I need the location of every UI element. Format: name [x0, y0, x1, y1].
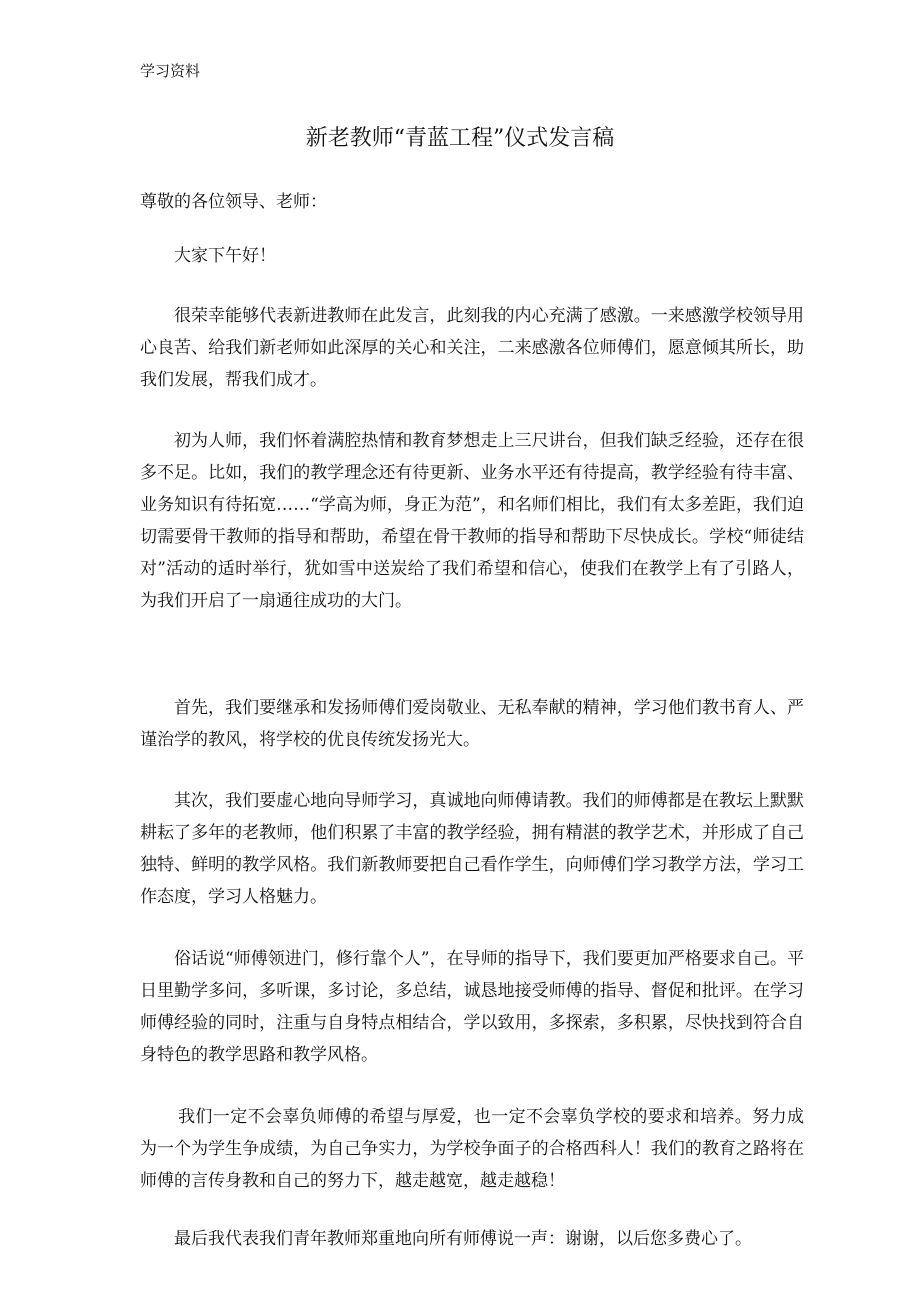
paragraph-first: 首先，我们要继承和发扬师傅们爱岗敬业、无私奉献的精神，学习他们教书育人、严谨治学的教风，将学校的优良传统发扬光大。 — [140, 698, 804, 750]
paragraph-new-teachers: 初为人师，我们怀着满腔热情和教育梦想走上三尺讲台，但我们缺乏经验，还存在很多不足。比如，我们的教学理念还有待更新、业务水平还有待提高，教学经验有待丰富、业务知识有待拓宽……“学高为师，身正为范”，和名师们相比，我们有太多差距，我们迫切需要骨干教师的指导和帮助，希望在骨干教师的指导和帮助下尽快成长。学校“师徒结对”活动的适时举行，犹如雪中送炭给了我们希望和信心，使我们在教学上有了引路人，为我们开启了一扇通往成功的大门。 — [140, 431, 804, 611]
salutation: 尊敬的各位领导、老师： — [140, 192, 327, 212]
paragraph-greeting: 大家下午好！ — [174, 246, 276, 266]
paragraph-second: 其次，我们要虚心地向导师学习，真诚地向师傅请教。我们的师傅都是在教坛上默默耕耘了多年的老教师，他们积累了丰富的教学经验，拥有精湛的教学艺术，并形成了自己独特、鲜明的教学风格。我们新教师要把自己看作学生，向师傅们学习教学方法，学习工作态度，学习人格魅力。 — [140, 791, 804, 907]
paragraph-proverb: 俗话说“师傅领进门，修行靠个人”，在导师的指导下，我们要更加严格要求自己。平日里勤学多问，多听课，多讨论，多总结，诚恳地接受师傅的指导、督促和批评。在学习师傅经验的同时，注重与自身特点相结合，学以致用，多探索，多积累，尽快找到符合自身特色的教学思路和教学风格。 — [140, 949, 804, 1065]
paragraph-closing: 最后我代表我们青年教师郑重地向所有师傅说一声：谢谢，以后您多费心了。 — [174, 1229, 752, 1249]
paragraph-gratitude: 很荣幸能够代表新进教师在此发言，此刻我的内心充满了感激。一来感激学校领导用心良苦、给我们新老师如此深厚的关心和关注，二来感激各位师傅们，愿意倾其所长，助我们发展，帮我们成才。 — [140, 306, 804, 390]
page-title: 新老教师“青蓝工程”仪式发言稿 — [305, 126, 615, 151]
header-label: 学习资料 — [140, 62, 201, 80]
paragraph-promise: 我们一定不会辜负师傅的希望与厚爱，也一定不会辜负学校的要求和培养。努力成为一个为学生争成绩，为自己争实力，为学校争面子的合格西科人！我们的教育之路将在师傅的言传身教和自己的努力下，越走越宽，越走越稳！ — [140, 1107, 804, 1191]
